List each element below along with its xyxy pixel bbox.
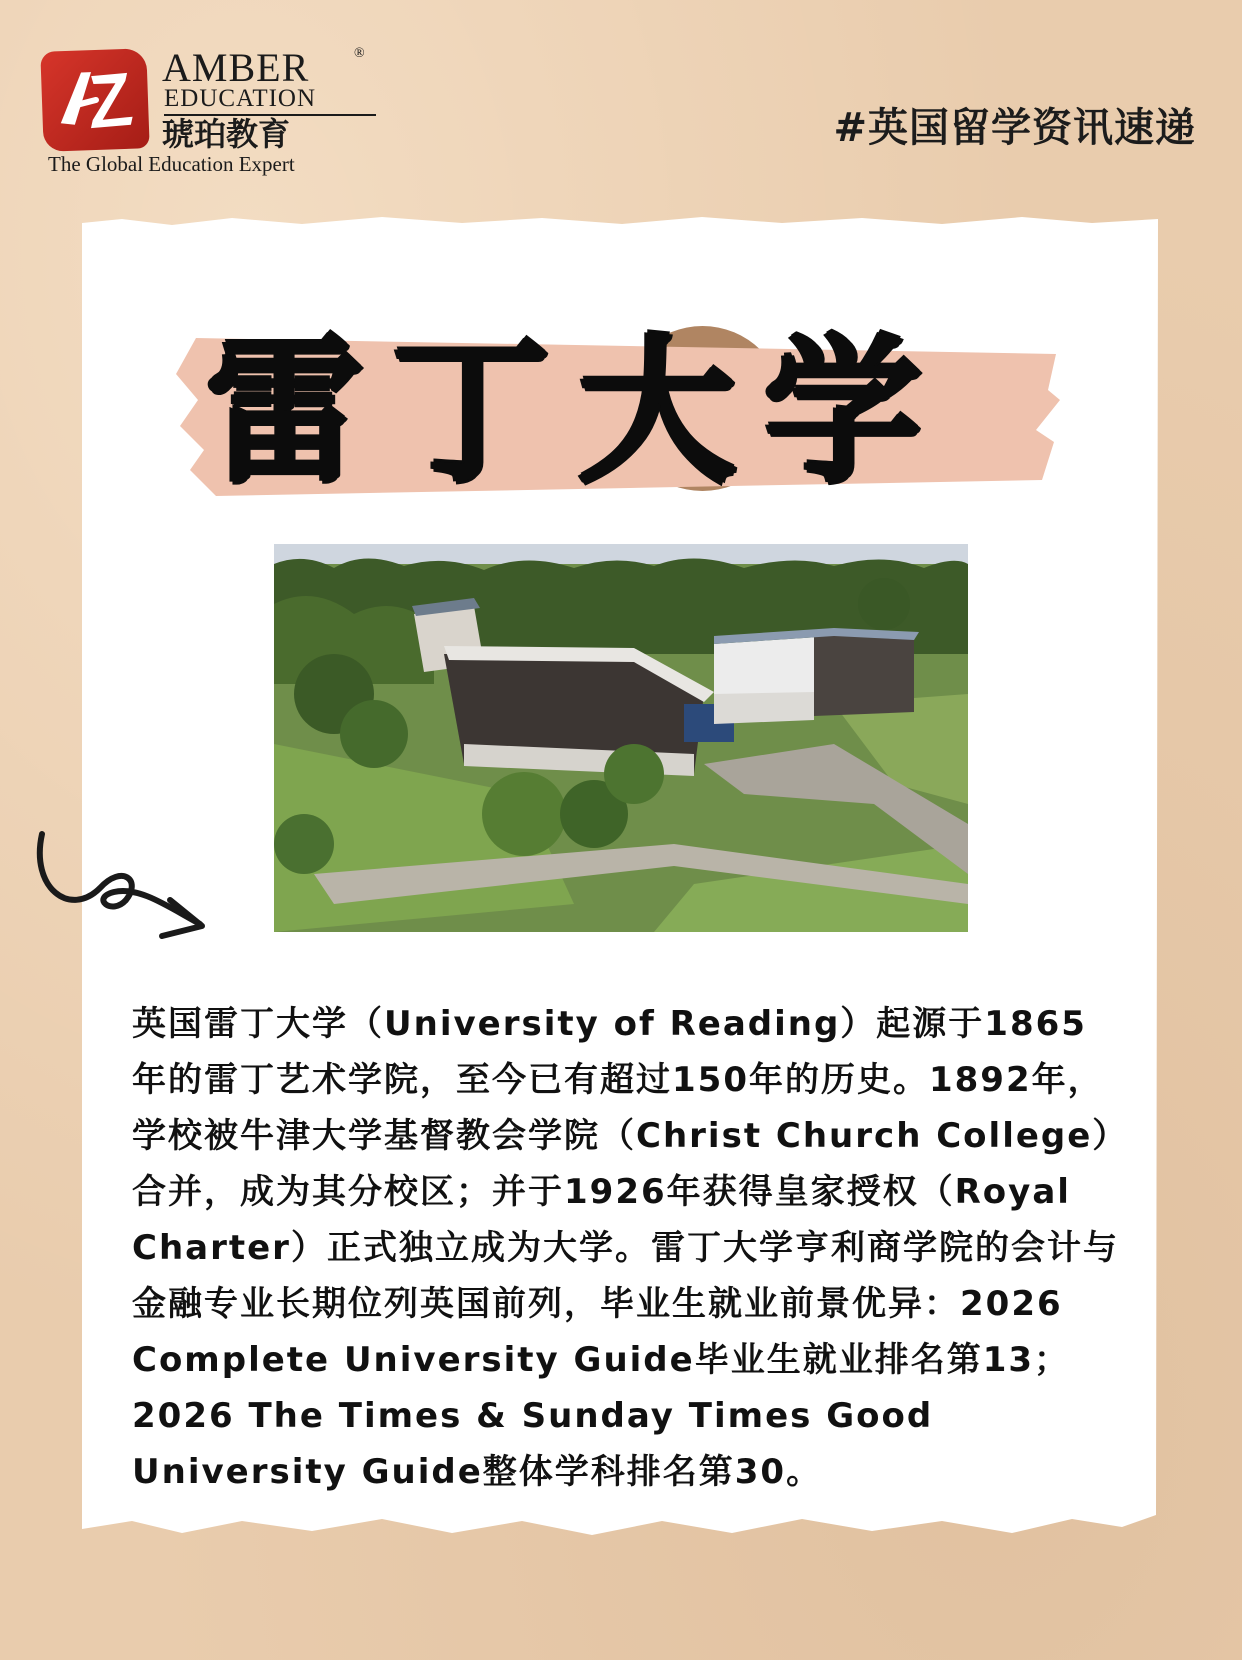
hashtag-label: #英国留学资讯速递 (833, 105, 1196, 151)
curly-arrow-icon (30, 828, 220, 958)
brand-name: AMBER (162, 45, 310, 90)
intro-paragraph: 英国雷丁大学（University of Reading）起源于1865年的雷丁艺术学院，至今已有超过150年的历史。1892年，学校被牛津大学基督教会学院（Christ Church College）合并，成为其分校区；并于1926年获得皇家授权（Royal Charter）正式独立成为大学。雷丁大学亨利商学院的会计与金融专业长期位列英国前列，毕业生就业前景优异：2026 Complete University Guide毕业生就业排名第13；2026 The Times & Sunday Times Good University Guide整体学科排名第30。 (132, 1004, 1119, 1492)
registered-mark: ® (354, 46, 365, 61)
brand-sub: EDUCATION (164, 85, 317, 112)
page-title: 雷丁大学 (206, 321, 950, 505)
campus-photo (274, 544, 968, 932)
amber-logo-mark (40, 48, 149, 152)
brand-tagline: The Global Education Expert (48, 152, 295, 176)
brand-logo (38, 46, 378, 176)
brand-cn-name: 琥珀教育 (162, 115, 291, 153)
